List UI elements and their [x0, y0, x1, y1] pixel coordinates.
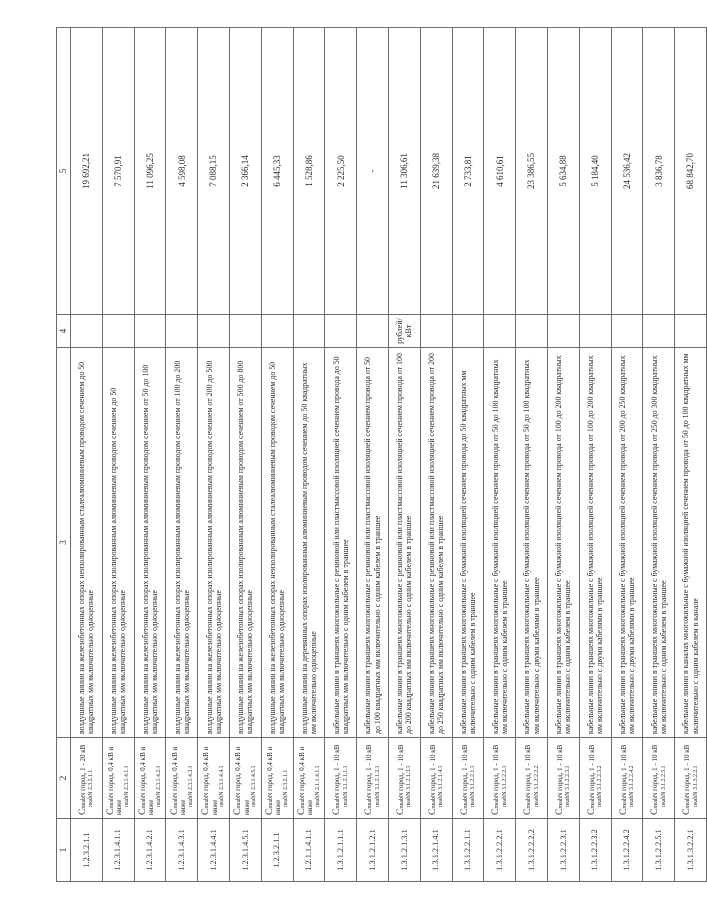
rate-designation	[198, 738, 230, 819]
row-description: воздушные линии на железобетонных опорах изолированным алюминиевым проводом сечением от 200 до 500 квадратных мм включительно одноцепные	[198, 348, 230, 738]
rate-qualifier: город, 0,4 кВ и ниже	[106, 746, 124, 815]
rate-subscript: пкаbN	[494, 792, 501, 809]
rate-subscript: пкаbN	[236, 792, 243, 809]
row-value: 11 096,25	[134, 28, 166, 315]
row-description: кабельные линии в траншеях многожильные с бумажной изоляцией сечением провода от 50 до 100 квадратных мм включительно с двумя кабелями в траншее	[516, 348, 548, 738]
row-description: кабельные линии в каналах многожильные с бумажной изоляцией сечением провода от 50 до 100 квадратных мм включительно с одним кабелем в канале	[675, 348, 707, 738]
table-row	[102, 28, 134, 882]
row-unit	[293, 315, 325, 348]
rate-subscript: пкаbN	[204, 792, 211, 809]
rate-code-small: пкаbN 3.1.2.2.5.1	[660, 765, 667, 807]
row-value: 2 225,50	[325, 28, 357, 315]
row-code: 1.3.1.2.1.2.1	[357, 819, 389, 882]
row-code: 1.2.3.2.1.1	[71, 819, 103, 882]
row-unit	[198, 315, 230, 348]
rate-code-small: пкаbN 3.1.2.1.4.1	[438, 765, 445, 807]
row-description: воздушные линии на железобетонных опорах изолированным алюминиевым проводом сечением от 50 до 100 квадратных мм включительно одноцепные	[134, 348, 166, 738]
rate-code-small: пкаbN 2.3.2.1.1	[283, 769, 290, 807]
row-unit	[420, 315, 452, 348]
rate-qualifier: город, 0,4 кВ и ниже	[170, 746, 187, 815]
row-unit	[579, 315, 611, 348]
row-value: 2 366,14	[229, 28, 261, 315]
row-description: воздушные линии на деревянных опорах изолированным алюминиевым проводом сечением до 50 квадратных мм включительно одноцепные	[293, 348, 325, 738]
row-unit	[229, 315, 261, 348]
row-unit	[484, 315, 516, 348]
rate-code-small: пкаbN 2.3.1.4.4.1	[219, 765, 226, 807]
rate-designation	[166, 738, 198, 819]
rate-symbol: С	[650, 808, 661, 815]
table-row	[198, 28, 230, 882]
header-col-5: 5	[57, 28, 71, 315]
row-unit: рублей/кВт	[388, 315, 420, 348]
rate-subscript: пкаbN	[108, 792, 115, 809]
rate-code-small: пкаbN 2.1.1.4.1.1	[314, 765, 321, 807]
rate-code-small: пкаbN 3.1.3.2.2.1	[692, 765, 699, 807]
rate-symbol: С	[682, 808, 693, 815]
row-value: 1 528,86	[293, 28, 325, 315]
rate-designation	[293, 738, 325, 819]
table-row	[547, 28, 579, 882]
rate-symbol: С	[201, 808, 212, 815]
rate-designation	[484, 738, 516, 819]
row-value: 7 088,15	[198, 28, 230, 315]
rate-subscript: пкаbN	[398, 792, 405, 809]
rate-subscript: пкаbN	[80, 792, 87, 809]
rate-designation	[452, 738, 484, 819]
table-row	[516, 28, 548, 882]
row-value: 4 598,08	[166, 28, 198, 315]
rate-qualifier: город, 1 - 10 кВ	[651, 744, 660, 791]
rate-symbol: С	[395, 808, 406, 815]
rate-subscript: пкаbN	[299, 792, 306, 809]
rate-designation	[261, 738, 293, 819]
table-row	[643, 28, 675, 882]
row-code: 1.3.1.2.2.3.2	[579, 819, 611, 882]
header-col-2: 2	[57, 738, 71, 819]
rate-symbol: С	[491, 808, 502, 815]
row-description: воздушные линии на железобетонных опорах изолированным алюминиевым проводом сечением от 500 до 800 квадратных мм включительно одноцепные	[229, 348, 261, 738]
row-unit	[643, 315, 675, 348]
row-unit	[102, 315, 134, 348]
row-code: 1.3.1.2.1.1.1	[325, 819, 357, 882]
row-description: воздушные линии на железобетонных опорах неизолированным сталеалюминиевым проводом сечением до 50 квадратных мм включительно одноцепные	[261, 348, 293, 738]
row-description: кабельные линии в траншеях многожильные с бумажной изоляцией сечением провода от 100 до 200 квадратных мм включительно с одним кабелем в траншее	[547, 348, 579, 738]
row-description: кабельные линии в траншеях многожильные с бумажной изоляцией сечением провода от 200 до 250 квадратных мм включительно с двумя кабелями в траншее	[611, 348, 643, 738]
rate-qualifier: город, 0,4 кВ и ниже	[202, 746, 219, 815]
table-row	[71, 28, 103, 882]
rate-qualifier: город, 0,4 кВ и ниже	[234, 746, 251, 815]
table-row	[388, 28, 420, 882]
row-code: 1.2.1.1.4.1.1	[293, 819, 325, 882]
rate-qualifier: город, 1 - 10 кВ	[524, 744, 533, 791]
row-unit	[134, 315, 166, 348]
rate-subscript: пкаbN	[267, 792, 274, 809]
row-description: кабельные линии в траншеях многожильные с резиновой или пластмассовой изоляцией сечением провода от 100 до 200 квадратных мм включительно с одним кабелем в траншее	[388, 348, 420, 738]
row-unit	[516, 315, 548, 348]
rate-designation	[325, 738, 357, 819]
row-value: 23 386,55	[516, 28, 548, 315]
row-value: 7 570,91	[102, 28, 134, 315]
rate-designation	[420, 738, 452, 819]
rate-designation	[547, 738, 579, 819]
rate-subscript: пкаbN	[430, 792, 437, 809]
row-code: 1.3.1.2.2.2.2	[516, 819, 548, 882]
row-value: 68 842,70	[675, 28, 707, 315]
rate-symbol: С	[554, 808, 565, 815]
row-unit	[325, 315, 357, 348]
row-value: 3 836,78	[643, 28, 675, 315]
rate-subscript: пкаbN	[589, 792, 596, 809]
rate-code-small: пкаbN 3.1.2.2.4.2	[628, 765, 635, 807]
row-code: 1.3.1.2.1.3.1	[388, 819, 420, 882]
row-code: 1.3.1.2.2.3.1	[547, 819, 579, 882]
rate-code-small: пкаbN 3.1.2.2.3.1	[565, 765, 572, 807]
rate-code-small: пкаbN 2.3.1.4.5.1	[251, 765, 258, 807]
row-code: 1.3.1.2.1.4.1	[420, 819, 452, 882]
row-unit	[611, 315, 643, 348]
row-code: 1.2.3.1.4.3.1	[166, 819, 198, 882]
row-code: 1.2.3.1.4.5.1	[229, 819, 261, 882]
rate-symbol: С	[364, 808, 375, 815]
rate-code-small: пкаbN 2.3.1.4.1.1	[124, 765, 131, 807]
rate-qualifier: город, 1 - 20 кВ	[78, 744, 87, 791]
rate-subscript: пкаbN	[621, 792, 628, 809]
row-unit	[452, 315, 484, 348]
rate-designation	[611, 738, 643, 819]
rate-qualifier: город, 1 - 10 кВ	[619, 744, 628, 791]
table-row	[484, 28, 516, 882]
table-row	[420, 28, 452, 882]
rate-symbol: С	[77, 808, 88, 815]
table-row	[134, 28, 166, 882]
row-value: 24 536,42	[611, 28, 643, 315]
rate-code-small: пкаbN 3.1.2.2.3.2	[597, 765, 604, 807]
table-row	[357, 28, 389, 882]
rate-subscript: пкаbN	[140, 792, 147, 809]
rate-designation	[643, 738, 675, 819]
rate-code-small: пкаbN 3.1.2.1.2.1	[374, 765, 381, 807]
row-unit	[675, 315, 707, 348]
table-row	[611, 28, 643, 882]
rate-code-small: пкаbN 3.1.2.2.1.1	[469, 765, 476, 807]
rate-qualifier: город, 1 - 10 кВ	[555, 744, 564, 791]
rate-symbol: С	[586, 808, 597, 815]
table-row	[293, 28, 325, 882]
row-code: 1.2.3.1.4.2.1	[134, 819, 166, 882]
rate-subscript: пкаbN	[462, 792, 469, 809]
rate-designation	[388, 738, 420, 819]
row-description: кабельные линии в траншеях многожильные с резиновой или пластмассовой изоляцией сечением провода до 50 квадратных мм включительно с одним кабелем в траншее	[325, 348, 357, 738]
row-code: 1.3.1.2.2.5.1	[643, 819, 675, 882]
row-code: 1.3.1.2.2.2.1	[484, 819, 516, 882]
row-description: воздушные линии на железобетонных опорах неизолированным сталеалюминиевым проводом сечением до 50 квадратных мм включительно одноцепные	[71, 348, 103, 738]
rotated-document-page	[56, 28, 700, 882]
header-col-1: 1	[57, 819, 71, 882]
rate-designation	[134, 738, 166, 819]
rate-code-small: пкаbN 2.3.1.4.3.1	[187, 765, 194, 807]
row-code: 1.3.1.3.2.2.1	[675, 819, 707, 882]
table-row	[452, 28, 484, 882]
row-unit	[357, 315, 389, 348]
rate-code-small: пкаbN 3.1.2.2.2.1	[501, 765, 508, 807]
header-col-4: 4	[57, 315, 71, 348]
table-row	[229, 28, 261, 882]
row-unit	[71, 315, 103, 348]
row-description: воздушные линии на железобетонных опорах изолированным алюминиевым проводом сечением до 50 квадратных мм включительно одноцепные	[102, 348, 134, 738]
rate-code-small: пкаbN 2.3.1.4.2.1	[155, 765, 162, 807]
table-row	[579, 28, 611, 882]
rate-designation	[516, 738, 548, 819]
row-value: 5 634,88	[547, 28, 579, 315]
rate-designation	[675, 738, 707, 819]
row-description: кабельные линии в траншеях многожильные с бумажной изоляцией сечением провода от 50 до 100 квадратных мм включительно с одним кабелем в траншее	[484, 348, 516, 738]
table-row	[325, 28, 357, 882]
rate-qualifier: город, 1 - 10 кВ	[428, 744, 437, 791]
row-code: 1.3.1.2.2.1.1	[452, 819, 484, 882]
row-value: -	[357, 28, 389, 315]
table-header-row	[57, 28, 71, 882]
tariff-table-body	[57, 28, 707, 882]
rate-symbol: С	[296, 808, 307, 815]
rate-symbol: С	[169, 808, 180, 815]
row-value: 19 692,21	[71, 28, 103, 315]
rate-qualifier: город, 1 - 10 кВ	[396, 744, 405, 791]
rate-symbol: С	[137, 808, 148, 815]
rate-qualifier: город, 1 - 10 кВ	[587, 744, 596, 791]
rate-qualifier: город, 1 - 10 кВ	[683, 744, 692, 791]
rate-symbol: С	[427, 808, 438, 815]
row-code: 1.2.3.2.1.1	[261, 819, 293, 882]
rate-code-small: пкаbN 3.1.2.1.1.1	[342, 765, 349, 807]
row-description: кабельные линии в траншеях многожильные с резиновой или пластмассовой изоляцией сечением провода от 200 до 250 квадратных мм включительно с одним кабелем в траншее	[420, 348, 452, 738]
row-description: воздушные линии на железобетонных опорах изолированным алюминиевым проводом сечением от 100 до 200 квадратных мм включительно одноцепные	[166, 348, 198, 738]
rate-subscript: пкаbN	[557, 792, 564, 809]
row-value: 21 639,38	[420, 28, 452, 315]
table-row	[675, 28, 707, 882]
row-unit	[547, 315, 579, 348]
rate-symbol: С	[105, 808, 116, 815]
row-code: 1.2.3.1.4.4.1	[198, 819, 230, 882]
rate-symbol: С	[233, 808, 244, 815]
header-col-3: 3	[57, 348, 71, 738]
tariff-table	[56, 27, 707, 882]
rate-qualifier: город, 0,4 кВ и ниже	[265, 746, 283, 815]
rate-code-small: пкаbN 3.1.2.2.2.2	[533, 765, 540, 807]
rate-qualifier: город, 1 - 10 кВ	[492, 744, 501, 791]
row-description: кабельные линии в траншеях многожильные с бумажной изоляцией сечением провода до 50 квадратных мм включительно с одним кабелем в траншее	[452, 348, 484, 738]
rate-subscript: пкаbN	[526, 792, 533, 809]
rate-designation	[357, 738, 389, 819]
row-value: 4 610,61	[484, 28, 516, 315]
row-value: 6 445,33	[261, 28, 293, 315]
row-description: кабельные линии в траншеях многожильные с бумажной изоляцией сечением провода от 250 до 300 квадратных мм включительно с одним кабелем в траншее	[643, 348, 675, 738]
rate-qualifier: город, 0,4 кВ и ниже	[297, 746, 315, 815]
rate-symbol: С	[618, 808, 629, 815]
table-row	[261, 28, 293, 882]
row-unit	[166, 315, 198, 348]
row-description: кабельные линии в траншеях многожильные с резиновой или пластмассовой изоляцией сечением провода от 50 до 100 квадратных мм включительно с одним кабелем в траншее	[357, 348, 389, 738]
rate-qualifier: город, 0,4 кВ и ниже	[138, 746, 156, 815]
rate-designation	[102, 738, 134, 819]
rate-code-small: пкаbN 2.3.2.1.1	[88, 769, 95, 807]
rate-designation	[71, 738, 103, 819]
rate-qualifier: город, 1 - 10 кВ	[365, 744, 374, 791]
rate-qualifier: город, 1 - 10 кВ	[333, 744, 342, 791]
row-code: 1.3.1.2.2.4.2	[611, 819, 643, 882]
table-row	[166, 28, 198, 882]
rate-symbol: С	[264, 808, 275, 815]
row-value: 5 184,40	[579, 28, 611, 315]
rate-designation	[579, 738, 611, 819]
rate-symbol: С	[332, 808, 343, 815]
row-unit	[261, 315, 293, 348]
rate-qualifier: город, 1 - 10 кВ	[460, 744, 469, 791]
rate-symbol: С	[523, 808, 534, 815]
rate-subscript: пкаbN	[367, 792, 374, 809]
rate-symbol: С	[459, 808, 470, 815]
row-description: кабельные линии в траншеях многожильные с бумажной изоляцией сечением провода от 100 до 200 квадратных мм включительно с двумя кабелями в траншее	[579, 348, 611, 738]
rate-subscript: пкаbN	[653, 792, 660, 809]
row-value: 2 733,81	[452, 28, 484, 315]
rate-subscript: пкаbN	[685, 792, 692, 809]
rate-code-small: пкаbN 3.1.2.1.3.1	[406, 765, 413, 807]
rate-subscript: пкаbN	[172, 792, 179, 809]
row-code: 1.2.3.1.4.1.1	[102, 819, 134, 882]
rate-designation	[229, 738, 261, 819]
row-value: 11 306,61	[388, 28, 420, 315]
rate-subscript: пкаbN	[335, 792, 342, 809]
